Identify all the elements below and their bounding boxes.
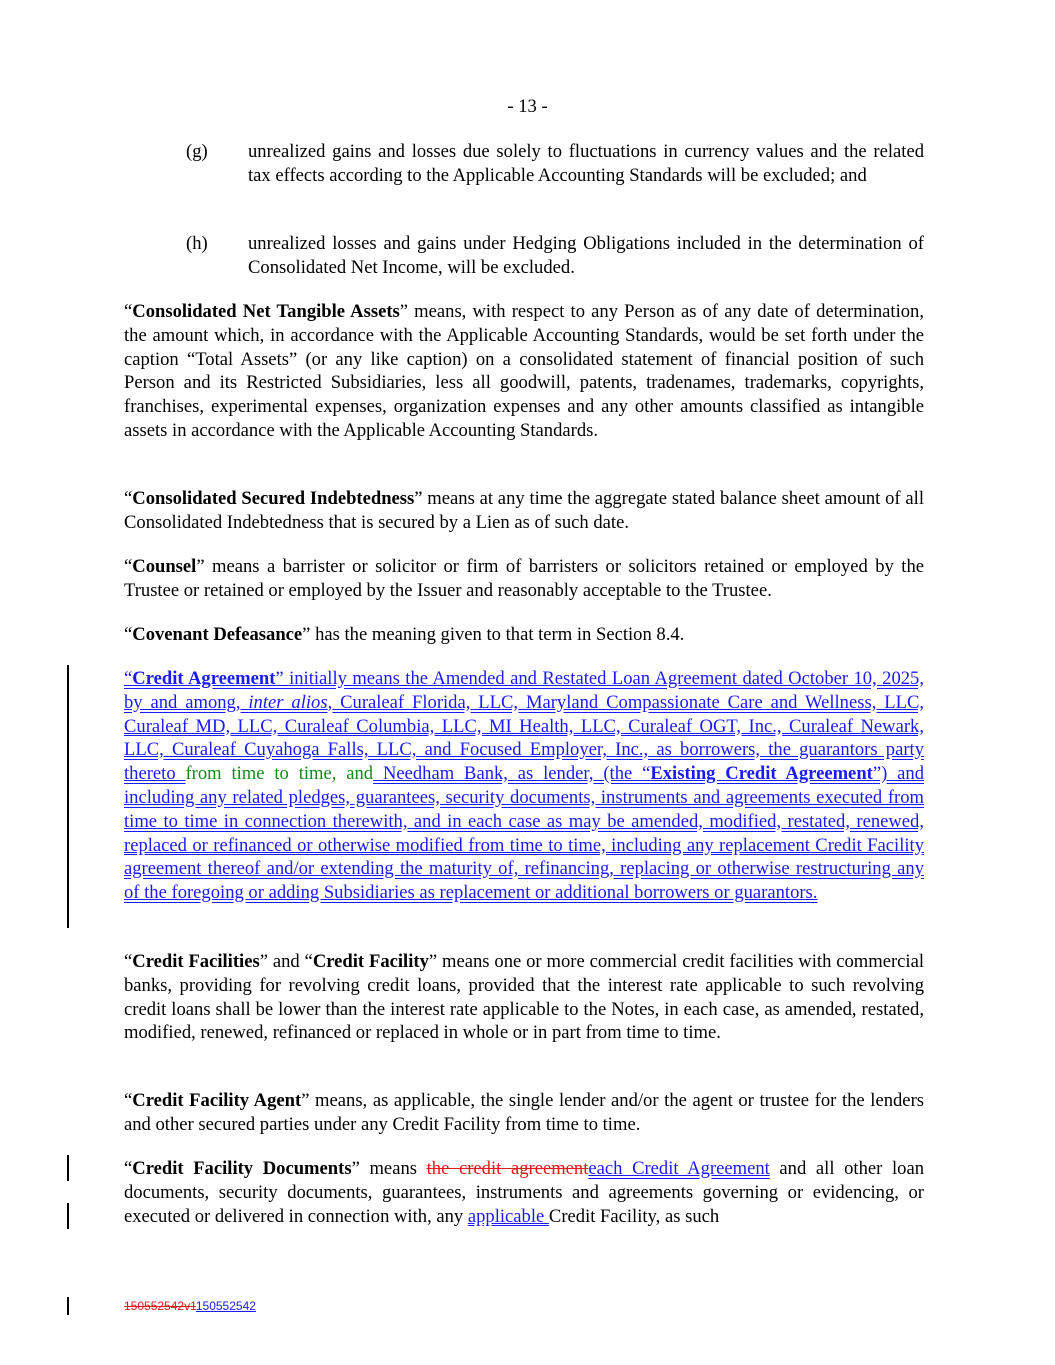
- definition-credit-facility-agent: “Credit Facility Agent” means, as applicable, the single lender and/or the agent or trustee for the lenders and other secured parties under any Credit Facility from time to time.: [124, 1090, 924, 1135]
- inserted-text: each Credit Agreement: [588, 1158, 770, 1179]
- inserted-text: Needham Bank, as lender, (the “Existing Credit Agreement”) and including any related pledges, guarantees, security documents, instruments and agreements executed from time to time in connection therewith, and in each case as may be amended, modified, restated, renewed, replaced or refinanced or otherwise modified from time to time, including any replacement Credit Facility agreement thereof and/or extending the maturity of, refinancing, replacing or otherwise restructuring any of the foregoing or adding Subsidiaries as replacement or additional borrowers or guarantors.: [124, 763, 925, 904]
- definition-counsel: “Counsel” means a barrister or solicitor or firm of barristers or solicitors retained or employed by the Trustee or retained or employed by the Issuer and reasonably acceptable to the Trustee.: [124, 556, 924, 601]
- defined-term: Credit Facility: [312, 951, 429, 972]
- list-item-label: (h): [186, 233, 208, 254]
- defined-term: Credit Facility Documents: [132, 1158, 352, 1179]
- definition-credit-facility-documents: “Credit Facility Documents” means the credit agreementeach Credit Agreement and all other loan documents, security documents, guarantees, instruments and agreements governing or evidencing, or executed or delivered in connection with, any applicable Credit Facility, as such: [124, 1158, 924, 1227]
- change-bar: [67, 1203, 69, 1229]
- moved-text: from time to time, and: [185, 763, 374, 785]
- list-item-text: unrealized losses and gains under Hedging Obligations included in the determination of Consolidated Net Income, will be excluded.: [248, 233, 924, 278]
- list-item-text: unrealized gains and losses due solely to fluctuations in currency values and the related tax effects according to the Applicable Accounting Standards will be excluded; and: [248, 141, 924, 186]
- definition-covenant-defeasance: “Covenant Defeasance” has the meaning given to that term in Section 8.4.: [124, 624, 685, 645]
- definition-consolidated-net-tangible-assets: “Consolidated Net Tangible Assets” means, with respect to any Person as of any date of determination, the amount which, in accordance with the Applicable Accounting Standards, would be set forth under the caption “Total Assets” (or any like caption) on a consolidated statement of financial position of such Person and its Restricted Subsidiaries, less all goodwill, patents, tradenames, trademarks, copyrights, franchises, experimental expenses, organization expenses and any other amounts classified as intangible assets in accordance with the Applicable Accounting Standards.: [124, 301, 924, 441]
- definition-credit-facilities: “Credit Facilities” and “Credit Facility” means one or more commercial credit facilities with commercial banks, providing for revolving credit loans, provided that the interest rate applicable to such revolving credit loans shall be lower than the interest rate applicable to the Notes, in each case, as amended, restated, modified, renewed, refinanced or replaced in whole or in part from time to time.: [124, 951, 924, 1044]
- inserted-doc-id: 150552542: [195, 1299, 256, 1313]
- defined-term: Credit Facilities: [132, 951, 260, 972]
- change-bar: [67, 1297, 69, 1315]
- change-bar: [67, 1155, 69, 1181]
- defined-term: Credit Facility Agent: [132, 1090, 302, 1111]
- change-bar: [67, 665, 69, 928]
- definition-consolidated-secured-indebtedness: “Consolidated Secured Indebtedness” means at any time the aggregate stated balance sheet amount of all Consolidated Indebtedness that is secured by a Lien as of such date.: [124, 488, 924, 533]
- document-id-footer: [124, 1299, 256, 1313]
- list-item-label: (g): [186, 141, 208, 162]
- defined-term: Covenant Defeasance: [132, 624, 303, 645]
- definition-credit-agreement: [124, 667, 924, 905]
- deleted-doc-id: 150552542v1: [124, 1299, 196, 1313]
- inserted-text: “Credit Agreement” initially means the Amended and Restated Loan Agreement dated October 10, 2025, by and among, inter alios, Curaleaf Florida, LLC, Maryland Compassionate Care and Wellness, LLC, Curaleaf MD, LLC, Curaleaf Columbia, LLC, MI Health, LLC, Curaleaf OGT, Inc., Curaleaf Newark, LLC, Curaleaf Cuyahoga Falls, LLC, and Focused Employer, Inc., as borrowers, the guarantors party thereto: [124, 668, 925, 785]
- deleted-text: the credit agreement: [426, 1158, 589, 1179]
- page-number: - 13 -: [507, 96, 548, 117]
- inserted-text: applicable: [467, 1205, 549, 1227]
- defined-term: Consolidated Secured Indebtedness: [132, 488, 415, 509]
- defined-term: Consolidated Net Tangible Assets: [132, 301, 400, 322]
- defined-term: Counsel: [132, 556, 197, 577]
